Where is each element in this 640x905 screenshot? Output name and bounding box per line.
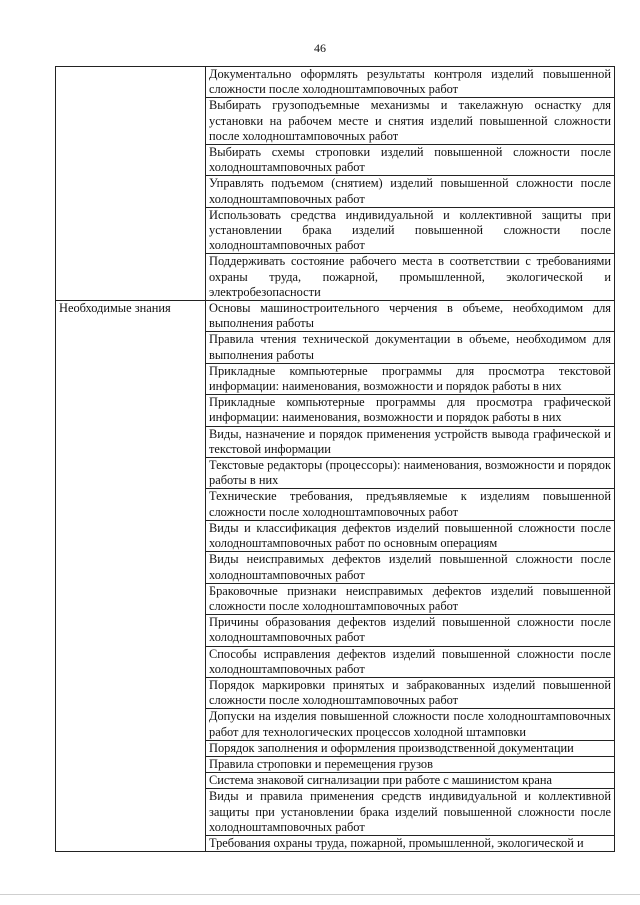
table-row bbox=[56, 301, 615, 332]
table-cell-item: Выбирать грузоподъемные механизмы и такелажную оснастку для установки на рабочем месте и снятия изделий повышенной сложности после холодноштамповочных работ bbox=[206, 98, 615, 145]
table-cell-item: Прикладные компьютерные программы для просмотра графической информации: наименования, возможности и порядок работы в них bbox=[206, 395, 615, 426]
table-cell-item: Выбирать схемы строповки изделий повышенной сложности после холодноштамповочных работ bbox=[206, 145, 615, 176]
competency-table bbox=[55, 66, 615, 852]
table-cell-item: Порядок маркировки принятых и забракованных изделий повышенной сложности после холодноштамповочных работ bbox=[206, 677, 615, 708]
table-cell-item: Правила строповки и перемещения грузов bbox=[206, 756, 615, 772]
scan-edge-divider bbox=[0, 894, 640, 895]
table-cell-item: Технические требования, предъявляемые к изделиям повышенной сложности после холодноштамповочных работ bbox=[206, 489, 615, 520]
table-cell-item: Управлять подъемом (снятием) изделий повышенной сложности после холодноштамповочных работ bbox=[206, 176, 615, 207]
table-cell-item: Виды и классификация дефектов изделий повышенной сложности после холодноштамповочных работ по основным операциям bbox=[206, 520, 615, 551]
table-cell-item: Система знаковой сигнализации при работе с машинистом крана bbox=[206, 773, 615, 789]
table-cell-item: Способы исправления дефектов изделий повышенной сложности после холодноштамповочных работ bbox=[206, 646, 615, 677]
table-cell-item: Виды неисправимых дефектов изделий повышенной сложности после холодноштамповочных работ bbox=[206, 552, 615, 583]
table-cell-item: Правила чтения технической документации в объеме, необходимом для выполнения работы bbox=[206, 332, 615, 363]
table-cell-item: Допуски на изделия повышенной сложности после холодноштамповочных работ для технологических процессов холодной штамповки bbox=[206, 709, 615, 740]
section-label-blank bbox=[56, 67, 206, 301]
table-body bbox=[56, 67, 615, 852]
page-number: 46 bbox=[314, 41, 326, 55]
table-cell-item: Использовать средства индивидуальной и коллективной защиты при установлении брака изделий повышенной сложности после холодноштамповочных работ bbox=[206, 207, 615, 254]
table-cell-item: Виды, назначение и порядок применения устройств вывода графической и текстовой информации bbox=[206, 426, 615, 457]
table-row bbox=[56, 67, 615, 98]
table-cell-item: Документально оформлять результаты контроля изделий повышенной сложности после холодноштамповочных работ bbox=[206, 67, 615, 98]
section-label-required-knowledge: Необходимые знания bbox=[56, 301, 206, 852]
table-cell-item: Поддерживать состояние рабочего места в соответствии с требованиями охраны труда, пожарной, промышленной, экологической и электробезопасности bbox=[206, 254, 615, 301]
table-cell-item: Основы машиностроительного черчения в объеме, необходимом для выполнения работы bbox=[206, 301, 615, 332]
table-cell-item: Порядок заполнения и оформления производственной документации bbox=[206, 740, 615, 756]
table-cell-item: Прикладные компьютерные программы для просмотра текстовой информации: наименования, возможности и порядок работы в них bbox=[206, 363, 615, 394]
table-cell-item: Браковочные признаки неисправимых дефектов изделий повышенной сложности после холодноштамповочных работ bbox=[206, 583, 615, 614]
table-cell-item: Причины образования дефектов изделий повышенной сложности после холодноштамповочных работ bbox=[206, 615, 615, 646]
table-cell-item: Текстовые редакторы (процессоры): наименования, возможности и порядок работы в них bbox=[206, 458, 615, 489]
table-cell-item: Требования охраны труда, пожарной, промышленной, экологической и bbox=[206, 835, 615, 851]
table-cell-item: Виды и правила применения средств индивидуальной и коллективной защиты при установлении брака изделий повышенной сложности после холодноштамповочных работ bbox=[206, 789, 615, 836]
